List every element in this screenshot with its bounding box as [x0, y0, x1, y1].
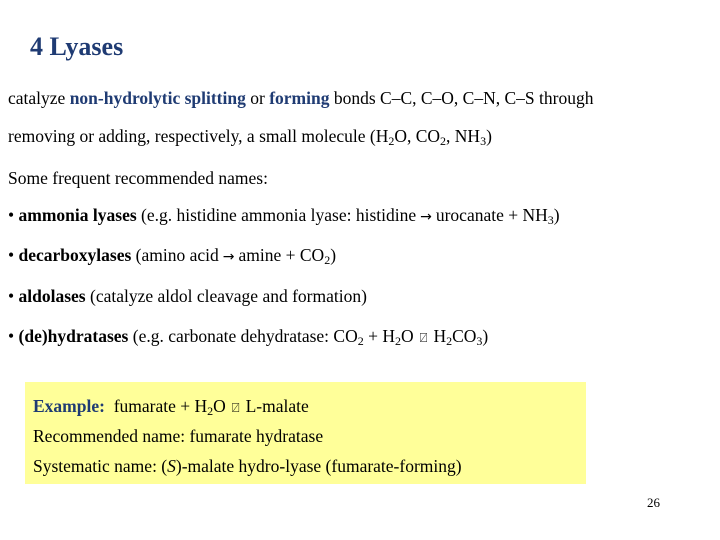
names-heading: Some frequent recommended names:	[8, 168, 268, 188]
subscript: 2	[357, 334, 364, 348]
bullet-text: O	[401, 326, 414, 346]
bullet-text: )	[330, 245, 337, 265]
subscript: 2	[395, 334, 401, 348]
bullet-text: (amino acid	[135, 245, 219, 265]
bullet-marker: •	[8, 205, 15, 225]
example-text: O	[213, 396, 226, 416]
bullet-dehydratases	[8, 326, 488, 347]
bullet-text: (e.g. histidine ammonia lyase: histidine	[141, 205, 417, 225]
intro-text: O, CO	[394, 126, 441, 146]
bullet-text: urocanate + NH	[435, 205, 548, 225]
bullet-text: CO	[452, 326, 477, 346]
bullet-term: (de)hydratases	[18, 326, 129, 346]
bullet-marker: •	[8, 326, 15, 346]
bullet-decarboxylases	[8, 245, 336, 266]
intro-line-2	[8, 126, 492, 147]
bullet-text: (e.g. carbonate dehydratase: CO	[132, 326, 358, 346]
subscript: 2	[207, 404, 214, 418]
example-text: )-malate hydro-lyase (fumarate-forming)	[175, 456, 462, 476]
bullet-marker: •	[8, 286, 15, 306]
equilibrium-icon: ⍁	[231, 401, 240, 416]
stereo-descriptor: S	[167, 456, 176, 476]
bullet-term: decarboxylases	[18, 245, 132, 265]
example-line-1	[33, 396, 309, 417]
bullet-text: H	[433, 326, 447, 346]
intro-text: , NH	[446, 126, 481, 146]
keyword-splitting: non-hydrolytic splitting	[69, 88, 246, 108]
keyword-forming: forming	[269, 88, 330, 108]
bullet-ammonia-lyases	[8, 205, 560, 226]
slide-title: 4 Lyases	[30, 32, 124, 61]
bullet-term: ammonia lyases	[18, 205, 137, 225]
equilibrium-icon: ⍁	[419, 331, 428, 346]
example-text: Systematic name: (	[33, 456, 168, 476]
intro-line-1	[8, 88, 593, 109]
intro-text: removing or adding, respectively, a small molecule (H	[8, 126, 389, 146]
example-label: Example:	[33, 396, 105, 416]
bullet-text: + H	[368, 326, 395, 346]
example-box	[25, 382, 586, 484]
subscript: 2	[388, 134, 395, 148]
example-line-3	[33, 456, 462, 477]
intro-text: or	[250, 88, 265, 108]
page-number: 26	[647, 495, 660, 510]
intro-text: catalyze	[8, 88, 66, 108]
bullet-aldolases	[8, 286, 367, 307]
subscript: 2	[446, 334, 453, 348]
subscript: 3	[480, 134, 487, 148]
bullet-text: )	[482, 326, 489, 346]
bullet-text: )	[553, 205, 560, 225]
arrow-icon: →	[420, 209, 432, 225]
bullet-text: (catalyze aldol cleavage and formation)	[90, 286, 367, 306]
intro-text: bonds C–C, C–O, C–N, C–S through	[333, 88, 594, 108]
bullet-marker: •	[8, 245, 15, 265]
intro-text: )	[486, 126, 492, 146]
subscript: 2	[440, 134, 447, 148]
subscript: 3	[547, 213, 554, 227]
arrow-icon: →	[222, 249, 235, 265]
example-line-2: Recommended name: fumarate hydratase	[33, 426, 324, 446]
bullet-term: aldolases	[18, 286, 86, 306]
example-text: fumarate + H	[113, 396, 208, 416]
subscript: 2	[324, 253, 331, 267]
bullet-text: amine + CO	[238, 245, 325, 265]
example-text: L-malate	[245, 396, 309, 416]
subscript: 3	[476, 334, 483, 348]
